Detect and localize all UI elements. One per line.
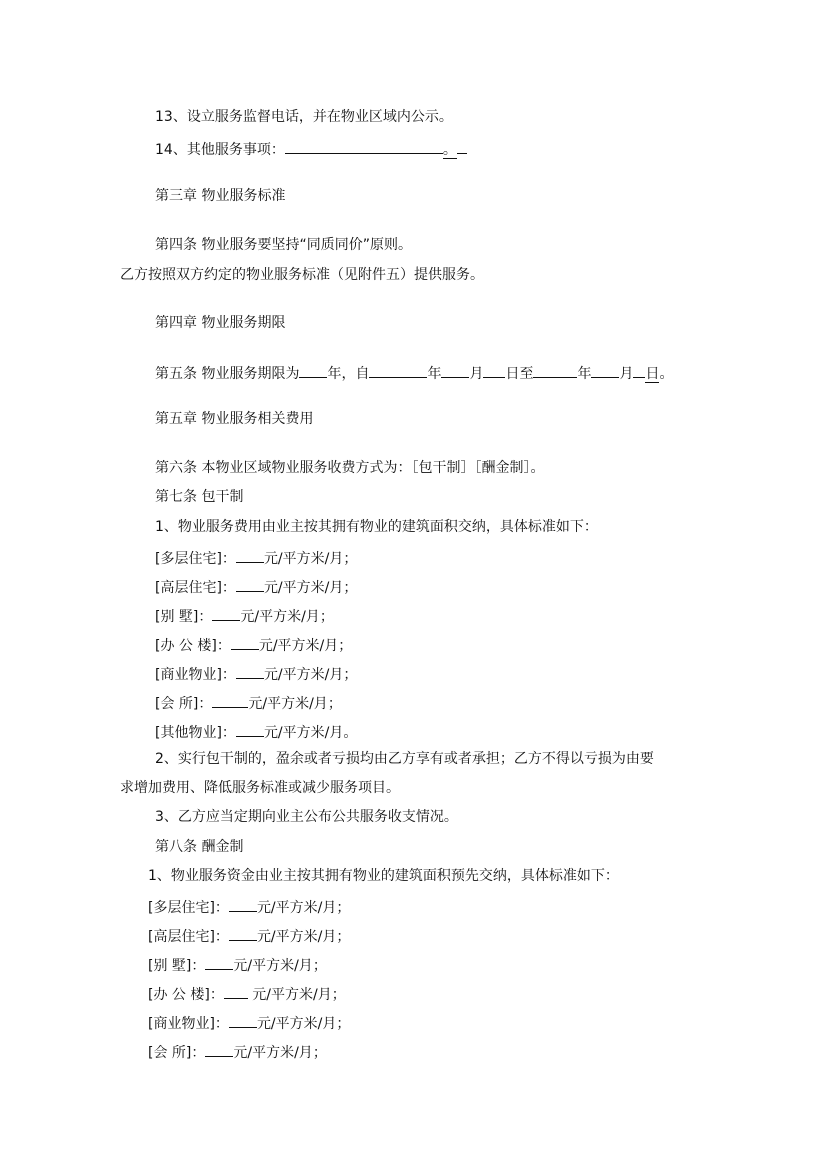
fee-row: [155, 692, 342, 713]
blank-years: [299, 362, 327, 378]
fee-sep: ；: [338, 638, 353, 654]
fee-label: [别 墅]：: [148, 958, 206, 974]
blank-end-day: [633, 362, 645, 378]
fee-row: [148, 896, 350, 917]
fee-row: [155, 576, 357, 597]
blank-line: [236, 721, 264, 737]
item-14-end: 。: [442, 142, 457, 158]
blank-line: [229, 925, 257, 941]
fee-row: [155, 663, 357, 684]
chapter-5-heading: 第五章 物业服务相关费用: [155, 411, 314, 427]
fee-sep: ；: [343, 667, 358, 683]
article-4-line-2: 乙方按照双方约定的物业服务标准（见附件五）提供服务。: [120, 267, 484, 283]
blank-line: [236, 663, 264, 679]
fee-unit: 元/平方米/月: [256, 900, 337, 916]
fee-sep: ；: [343, 580, 358, 596]
fee-label: [多层住宅]：: [148, 900, 229, 916]
article-6: 第六条 本物业区域物业服务收费方式为：［包干制］［酬金制］。: [155, 460, 545, 476]
article-5-text: 年: [577, 366, 592, 382]
blank-line: [236, 576, 264, 592]
fee-unit: 元/平方米/月: [256, 1016, 337, 1032]
fee-unit: 元/平方米/月: [263, 725, 344, 741]
item-13: 13、设立服务监督电话，并在物业区域内公示。: [155, 109, 453, 125]
fee-row: [148, 954, 327, 975]
fee-row: [148, 983, 346, 1004]
item-14-label: 14、其他服务事项：: [155, 142, 285, 158]
article-7-clause-2b: 求增加费用、降低服务标准或减少服务项目。: [120, 780, 400, 796]
chapter-3-heading: 第三章 物业服务标准: [155, 188, 286, 204]
blank-start-day: [483, 362, 505, 378]
fee-unit: 元/平方米/月: [263, 580, 344, 596]
fee-row: [155, 721, 357, 742]
article-4-line-1: 第四条 物业服务要坚持“同质同价”原则。: [155, 237, 412, 253]
fee-unit: 元/平方米/月: [233, 1045, 313, 1061]
fee-sep: ；: [336, 1016, 351, 1032]
fee-sep: ；: [336, 929, 351, 945]
blank-line: [236, 547, 264, 563]
fee-label: [办 公 楼]：: [148, 987, 224, 1003]
blank-line: [457, 138, 467, 154]
fee-unit: 元/平方米/月: [256, 929, 337, 945]
fee-label: [高层住宅]：: [155, 580, 236, 596]
fee-sep: ；: [336, 900, 351, 916]
fee-label: [其他物业]：: [155, 725, 236, 741]
article-5: [155, 362, 673, 383]
blank-line: [231, 634, 259, 650]
blank-start-year: [369, 362, 427, 378]
fee-row: [148, 1012, 350, 1033]
fee-unit: 元/平方米/月: [240, 609, 320, 625]
article-8-clause-1: 1、物业服务资金由业主按其拥有物业的建筑面积预先交纳，具体标准如下：: [148, 868, 619, 884]
fee-unit: 元/平方米/月: [233, 958, 313, 974]
fee-unit: 元/平方米/月: [258, 638, 339, 654]
article-7-clause-2a: 2、实行包干制的，盈余或者亏损均由乙方享有或者承担；乙方不得以亏损为由要: [155, 751, 654, 767]
fee-label: [别 墅]：: [155, 609, 213, 625]
article-8-heading: 第八条 酬金制: [155, 839, 244, 855]
article-7-heading: 第七条 包干制: [155, 489, 244, 505]
blank-line: [212, 605, 240, 621]
fee-sep: ；: [327, 696, 342, 712]
fee-sep: ；: [331, 987, 346, 1003]
article-5-text: 。: [659, 366, 674, 382]
fee-unit: 元/平方米/月: [252, 987, 332, 1003]
fee-label: [商业物业]：: [155, 667, 236, 683]
blank-line: [212, 692, 248, 708]
article-7-clause-3: 3、乙方应当定期向业主公布公共服务收支情况。: [155, 809, 458, 825]
item-14: [155, 138, 467, 159]
blank-line: [205, 954, 233, 970]
fee-row: [148, 925, 350, 946]
fee-sep: ；: [312, 1045, 327, 1061]
blank-line: [224, 983, 248, 999]
fee-row: [155, 605, 334, 626]
article-5-text: 第五条 物业服务期限为: [155, 366, 300, 382]
fee-unit: 元/平方米/月: [263, 667, 344, 683]
blank-start-month: [441, 362, 469, 378]
fee-sep: ；: [312, 958, 327, 974]
chapter-4-heading: 第四章 物业服务期限: [155, 315, 286, 331]
blank-line: [285, 138, 443, 154]
fee-label: [会 所]：: [148, 1045, 206, 1061]
fee-label: [会 所]：: [155, 696, 213, 712]
article-5-text: 年: [427, 366, 442, 382]
article-5-text: 日至: [505, 366, 534, 382]
fee-label: [多层住宅]：: [155, 551, 236, 567]
fee-sep: ；: [319, 609, 334, 625]
fee-unit: 元/平方米/月: [263, 551, 344, 567]
fee-row: [148, 1041, 327, 1062]
blank-line: [229, 1012, 257, 1028]
article-5-text: 年，自: [327, 366, 370, 382]
blank-end-year: [533, 362, 577, 378]
blank-line: [205, 1041, 233, 1057]
fee-row: [155, 634, 352, 655]
article-5-text: 月: [469, 366, 484, 382]
fee-label: [办 公 楼]：: [155, 638, 231, 654]
article-5-text: 日: [645, 366, 660, 382]
fee-label: [高层住宅]：: [148, 929, 229, 945]
fee-unit: 元/平方米/月: [248, 696, 328, 712]
article-5-text: 月: [619, 366, 634, 382]
article-7-clause-1: 1、物业服务费用由业主按其拥有物业的建筑面积交纳，具体标准如下：: [155, 519, 598, 535]
fee-label: [商业物业]：: [148, 1016, 229, 1032]
fee-sep: 。: [343, 725, 358, 741]
blank-line: [229, 896, 257, 912]
blank-end-month: [591, 362, 619, 378]
fee-sep: ；: [343, 551, 358, 567]
fee-row: [155, 547, 357, 568]
